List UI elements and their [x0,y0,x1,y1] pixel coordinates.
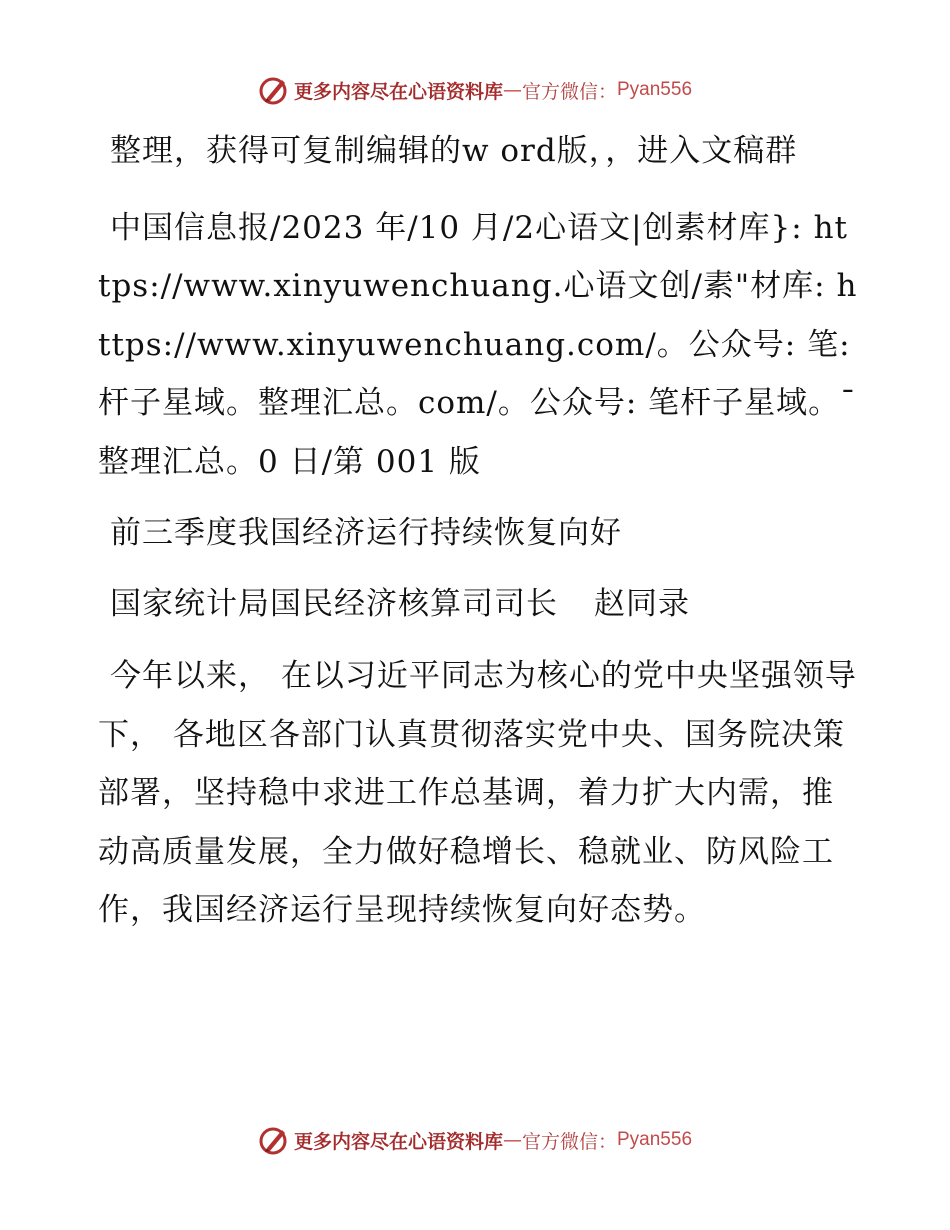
footer-wechat-id: Pyan556 [617,1129,693,1150]
author-title: 国家统计局国民经济核算司司长 [110,585,558,622]
footer-dash: — [502,1129,522,1151]
headline: 前三季度我国经济运行持续恢复向好 [110,515,622,551]
header-dash: — [502,79,522,101]
author-name: 赵同录 [594,585,690,622]
body-paragraph: 今年以来， 在以习近平同志为核心的党中央坚强领导下， 各地区各部门认真贯彻落实党中央、国务院决策部署，坚持稳中求进工作总基调，着力扩大内需，推动高质量发展，全力做好稳增长、稳就业、防风险工作，我国经济运行呈现持续恢复向好态势。 [98,658,857,928]
header-wechat-id: Pyan556 [617,79,693,100]
header-site-text: 更多内容尽在心语资料库 [293,80,503,103]
author-line [98,575,858,634]
document-body [98,122,858,955]
pen-logo-icon [258,1124,290,1156]
header-watermark [0,70,950,110]
header-wechat-label: 官方微信： [521,80,617,103]
footer-wechat-label: 官方微信： [521,1130,617,1153]
source-paragraph: 中国信息报/2023 年/10 月/2心语文|创素材库}: https://www.xinyuwenchuang.心语文创/素"材库: https://www.xinyuwenchuang.com/。公众号: 笔:杆子星域。整理汇总。com/。公众号: 笔杆子星域。¯整理汇总。0 日/第 001 版 [98,209,858,480]
footer-site-text: 更多内容尽在心语资料库 [293,1130,503,1153]
footer-watermark [0,1120,950,1160]
intro-paragraph: 整理，获得可复制编辑的w ord版，，进入文稿群 [110,133,798,169]
pen-logo-icon [258,74,290,106]
